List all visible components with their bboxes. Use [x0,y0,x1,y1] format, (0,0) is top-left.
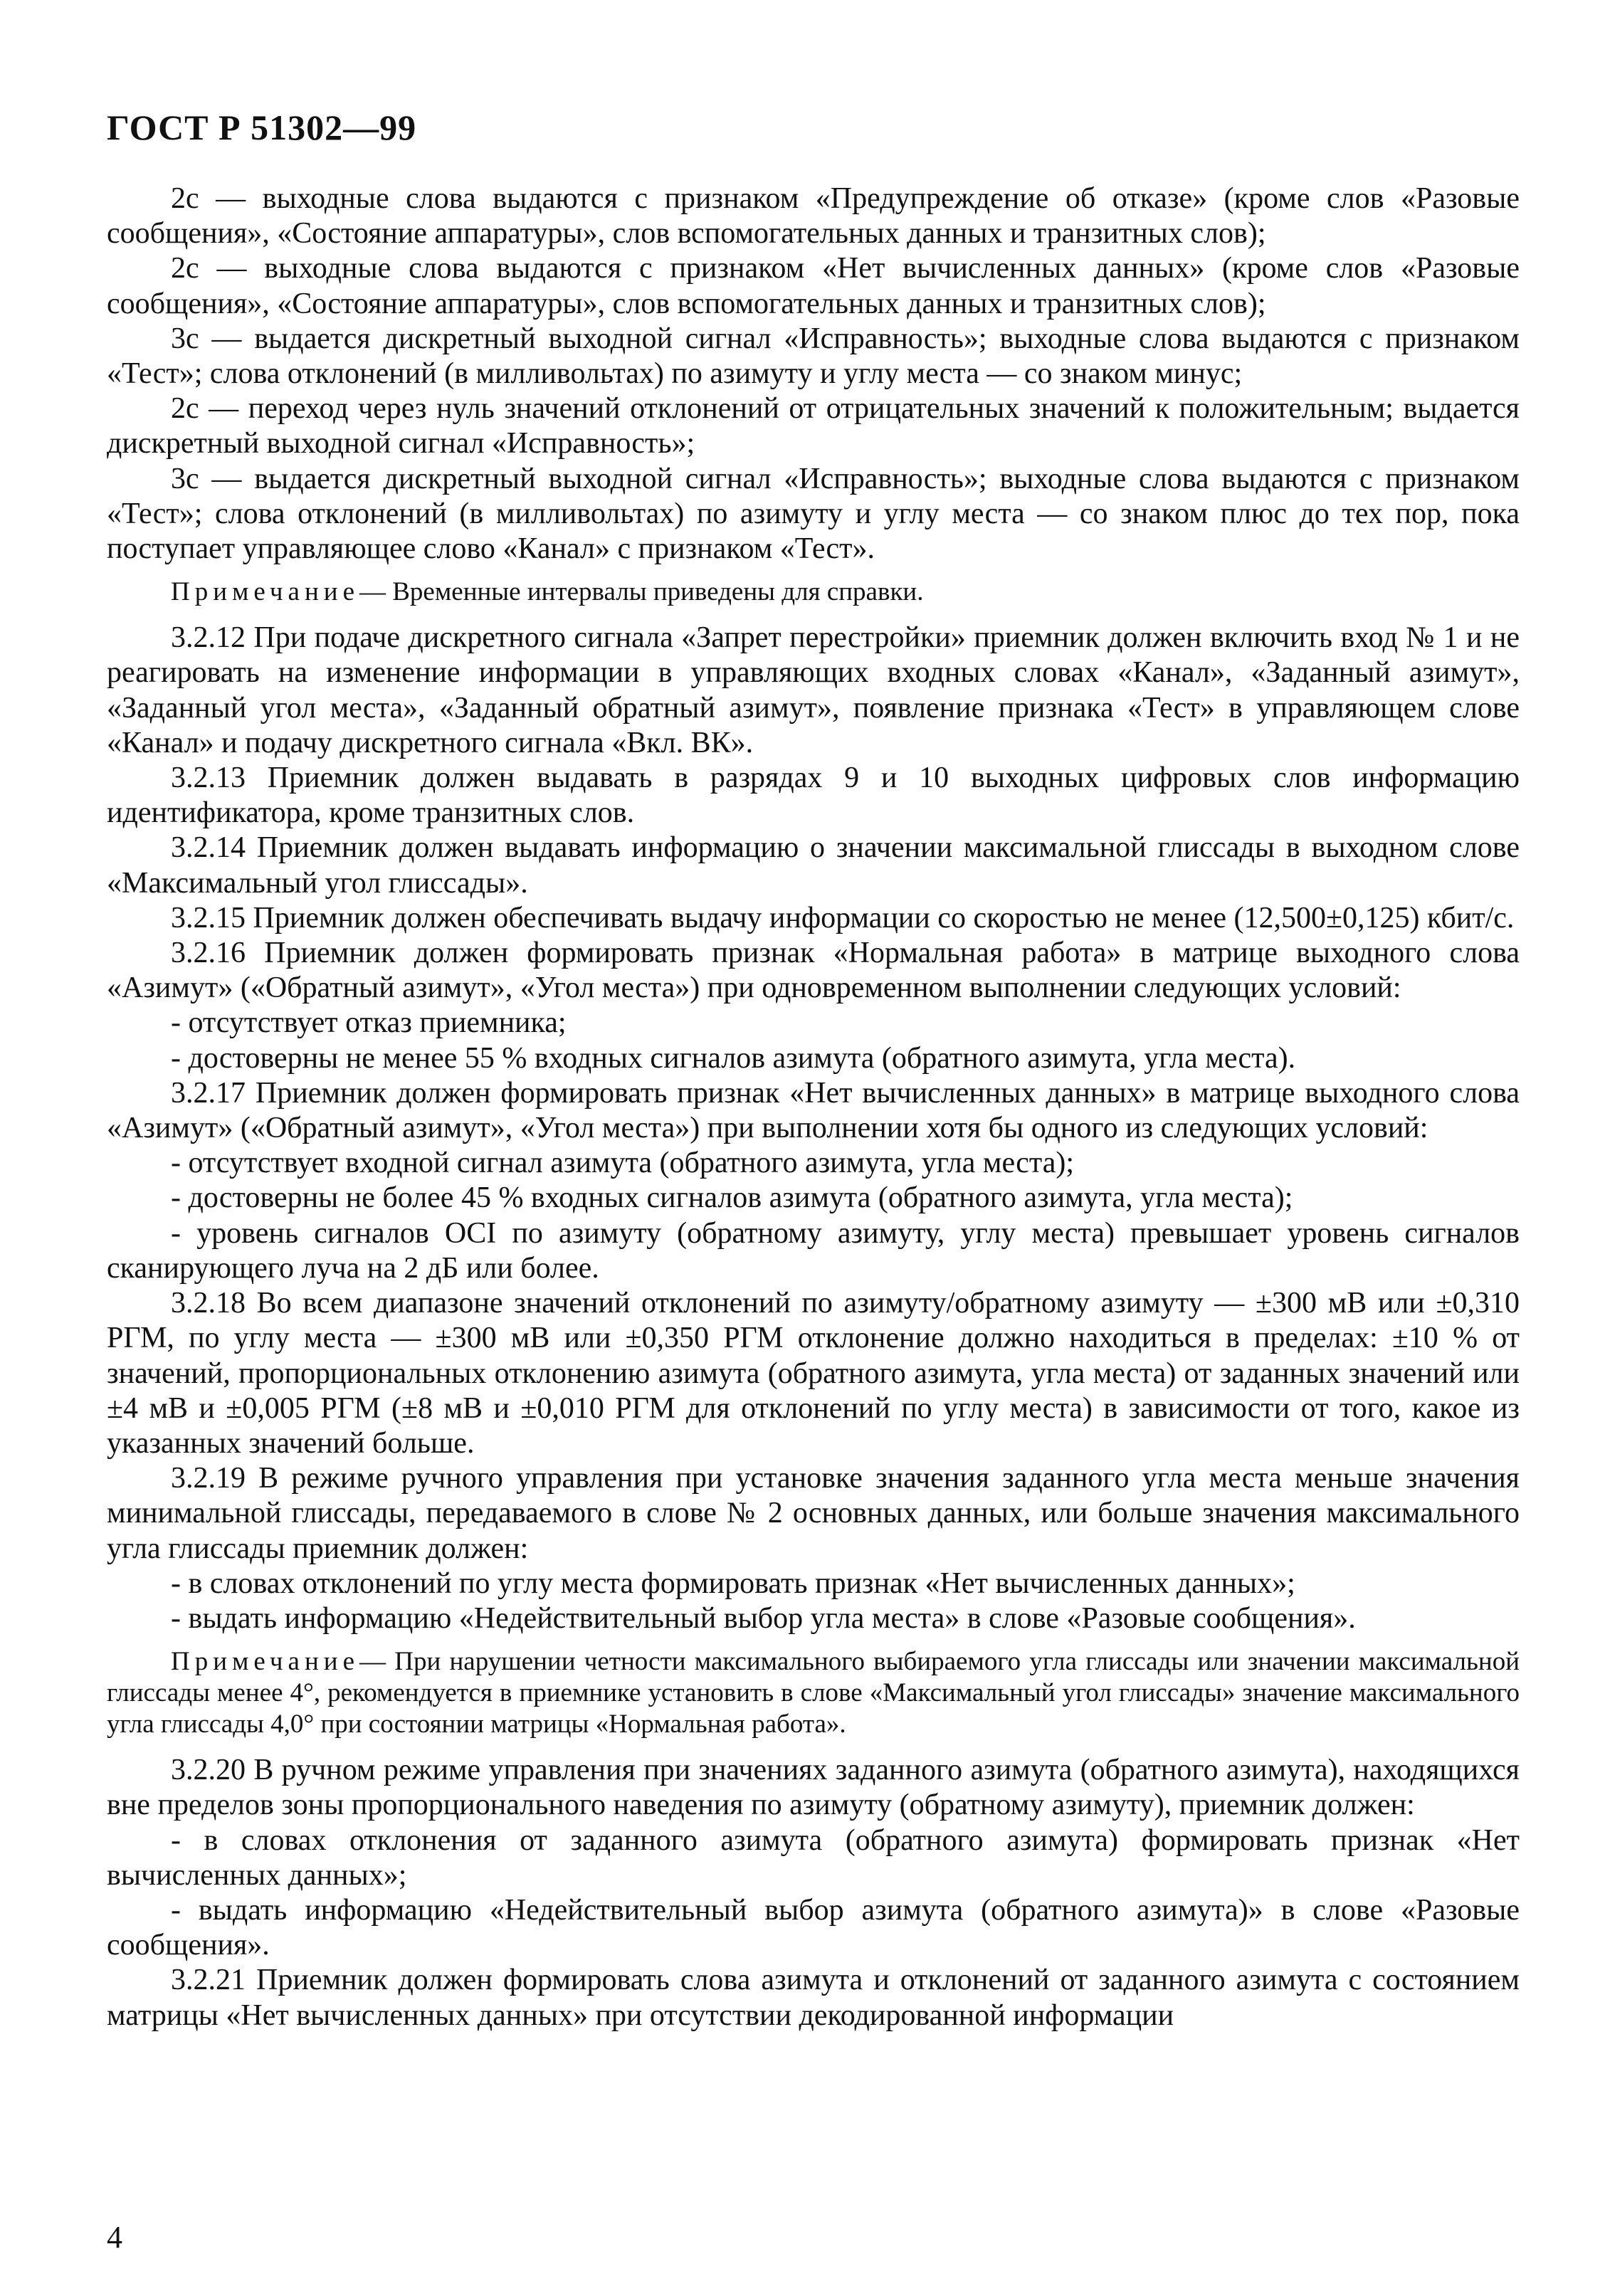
paragraph-3-2-17-bullet-2: - достоверны не более 45 % входных сигналов азимута (обратного азимута, угла места); [171,1181,1293,1215]
paragraph-3-2-15: 3.2.15 Приемник должен обеспечивать выдачу информации со скоростью не менее (12,500±0,125) кбит/с. [171,901,1515,934]
paragraph-3-2-17-bullet-1: - отсутствует входной сигнал азимута (обратного азимута, угла места); [171,1147,1075,1180]
paragraph-3-2-19-bullet-2: - выдать информацию «Недействительный выбор угла места» в слове «Разовые сообщения». [171,1601,1356,1635]
timing-item-2: 2с — выходные слова выдаются с признаком «Нет вычисленных данных» (кроме слов «Разовые сообщения», «Состояние аппаратуры», слов вспомогательных данных и транзитных слов); [107,252,1520,320]
paragraph-3-2-17-bullet-3: - уровень сигналов OCI по азимуту (обратному азимуту, углу места) превышает уровень сигналов сканирующего луча на 2 дБ или более. [107,1216,1520,1285]
paragraph-3-2-20-bullet-1: - в словах отклонения от заданного азимута (обратного азимута) формировать признак «Нет вычисленных данных»; [107,1823,1520,1892]
note-2-text: — При нарушении четности максимального выбираемого угла глиссады или значении максимальной глиссады менее 4°, рекомендуется в приемнике установить в слове «Максимальный угол глиссады» значение максимального угла глиссады 4,0° при состоянии матрицы «Нормальная работа». [107,1647,1520,1739]
timing-item-5: 3с — выдается дискретный выходной сигнал «Исправность»; выходные слова выдаются с признаком «Тест»; слова отклонений (в милливольтах) по азимуту и углу места — со знаком плюс до тех пор, пока поступает управляющее слово «Канал» с признаком «Тест». [107,462,1520,566]
timing-item-4: 2с — переход через нуль значений отклонений от отрицательных значений к положительным; выдается дискретный выходной сигнал «Исправность»; [107,392,1520,460]
paragraph-3-2-19: 3.2.19 В режиме ручного управления при установке значения заданного угла места меньше значения минимальной глиссады, передаваемого в слове № 2 основных данных, или больше значения максимального угла глиссады приемник должен: [107,1462,1520,1565]
page-number: 4 [107,2220,122,2255]
paragraph-3-2-17: 3.2.17 Приемник должен формировать признак «Нет вычисленных данных» в матрице выходного слова «Азимут» («Обратный азимут», «Угол места») при выполнении хотя бы одного из следующих условий: [107,1076,1520,1145]
note-2-lead: Примечание [171,1647,359,1677]
timing-item-1: 2с — выходные слова выдаются с признаком «Предупреждение об отказе» (кроме слов «Разовые сообщения», «Состояние аппаратуры», слов вспомогательных данных и транзитных слов); [107,182,1520,251]
paragraph-3-2-14: 3.2.14 Приемник должен выдавать информацию о значении максимальной глиссады в выходном слове «Максимальный угол глиссады». [107,831,1520,900]
paragraph-3-2-21: 3.2.21 Приемник должен формировать слова азимута и отклонений от заданного азимута с состоянием матрицы «Нет вычисленных данных» при отсутствии декодированной информации [107,1964,1520,2032]
note-1-text: — Временные интервалы приведены для справки. [359,577,924,607]
standard-title: ГОСТ Р 51302—99 [107,107,417,147]
paragraph-3-2-20-bullet-2: - выдать информацию «Недействительный выбор азимута (обратного азимута)» в слове «Разовые сообщения». [107,1893,1520,1962]
paragraph-3-2-19-bullet-1: - в словах отклонений по углу места формировать признак «Нет вычисленных данных»; [171,1566,1295,1600]
paragraph-3-2-16: 3.2.16 Приемник должен формировать признак «Нормальная работа» в матрице выходного слова «Азимут» («Обратный азимут», «Угол места») при одновременном выполнении следующих условий: [107,937,1520,1005]
document-body [107,181,1520,2033]
note-2 [107,1646,1520,1740]
note-1 [107,576,1520,608]
paragraph-3-2-13: 3.2.13 Приемник должен выдавать в разрядах 9 и 10 выходных цифровых слов информацию идентификатора, кроме транзитных слов. [107,762,1520,830]
paragraph-3-2-16-bullet-1: - отсутствует отказ приемника; [171,1006,567,1040]
paragraph-3-2-12: 3.2.12 При подаче дискретного сигнала «Запрет перестройки» приемник должен включить вход № 1 и не реагировать на изменение информации в управляющих входных словах «Канал», «Заданный азимут», «Заданный угол места», «Заданный обратный азимут», появление признака «Тест» в управляющем слове «Канал» и подачу дискретного сигнала «Вкл. ВК». [107,621,1520,759]
paragraph-3-2-20: 3.2.20 В ручном режиме управления при значениях заданного азимута (обратного азимута), находящихся вне пределов зоны пропорционального наведения по азимуту (обратному азимуту), приемник должен: [107,1754,1520,1822]
paragraph-3-2-16-bullet-2: - достоверны не менее 55 % входных сигналов азимута (обратного азимута, угла места). [171,1041,1296,1075]
paragraph-3-2-18: 3.2.18 Во всем диапазоне значений отклонений по азимуту/обратному азимуту — ±300 мВ или ±0,310 РГМ, по углу места — ±300 мВ или ±0,350 РГМ отклонение должно находиться в пределах: ±10 % от значений, пропорциональных отклонению азимута (обратного азимута, угла места) от заданных значений или ±4 мВ и ±0,005 РГМ (±8 мВ и ±0,010 РГМ для отклонений по углу места) в зависимости от того, какое из указанных значений больше. [107,1287,1520,1460]
timing-item-3: 3с — выдается дискретный выходной сигнал «Исправность»; выходные слова выдаются с признаком «Тест»; слова отклонений (в милливольтах) по азимуту и углу места — со знаком минус; [107,322,1520,391]
note-1-lead: Примечание [171,577,359,607]
